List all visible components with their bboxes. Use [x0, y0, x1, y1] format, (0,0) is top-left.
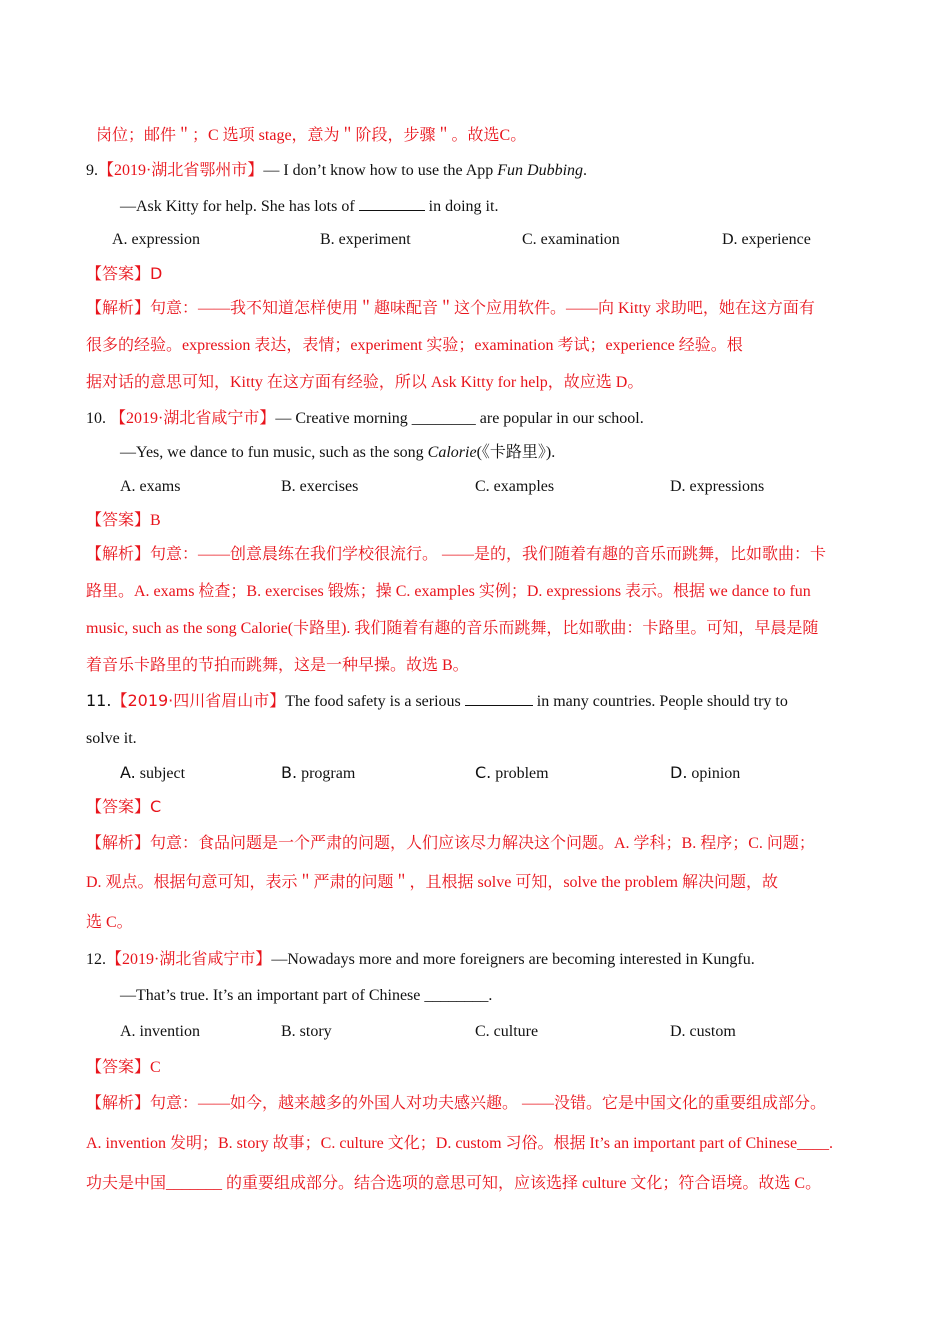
- question-source: 【2019·湖北省咸宁市】: [106, 951, 272, 968]
- option-a: A. subject: [120, 763, 186, 782]
- option-a: A. expression: [112, 231, 200, 248]
- explanation-line: 路里。A. exams 检查；B. exercises 锻炼；操 C. examples 实例；D. expressions 表示。根据 we dance to fun: [86, 583, 811, 600]
- option-d: D. experience: [722, 231, 811, 248]
- option-b: B. story: [281, 1023, 332, 1040]
- option-a: A. exams: [120, 478, 181, 495]
- question-11-stem: 11.【2019·四川省眉山市】The food safety is a serious in many countries. People should try to: [86, 691, 788, 710]
- explanation-line: 【解析】句意：——创意晨练在我们学校很流行。 ——是的，我们随着有趣的音乐而跳舞，比如歌曲：卡: [86, 546, 827, 563]
- explanation-line: 着音乐卡路里的节拍而跳舞，这是一种早操。故选 B。: [86, 657, 469, 674]
- answer-label: 【答案】D: [86, 264, 163, 283]
- question-number: 10.: [86, 410, 106, 427]
- answer-blank: [465, 691, 533, 706]
- explanation-line: A. invention 发明；B. story 故事；C. culture 文化；D. custom 习俗。根据 It’s an important part of Chinese____.: [86, 1135, 834, 1152]
- option-c: C. examples: [475, 478, 555, 495]
- option-d: D. custom: [670, 1023, 736, 1040]
- answer-label: 【答案】B: [86, 512, 161, 529]
- option-b: B. experiment: [320, 231, 411, 248]
- question-12-line2: —That’s true. It’s an important part of Chinese ________.: [120, 987, 493, 1004]
- option-d: D. opinion: [670, 763, 741, 782]
- option-c: C. culture: [475, 1023, 539, 1040]
- explanation-line: D. 观点。根据句意可知，表示＂严肃的问题＂，且根据 solve 可知，solve the problem 解决问题，故: [86, 874, 778, 891]
- question-source: 【2019·湖北省鄂州市】: [98, 162, 264, 179]
- option-a: A. invention: [120, 1023, 200, 1040]
- explanation-line: 选 C。: [86, 914, 133, 931]
- option-d: D. expressions: [670, 478, 765, 495]
- explanation-line: 【解析】句意：——我不知道怎样使用＂趣味配音＂这个应用软件。——向 Kitty 求助吧，她在这方面有: [86, 300, 815, 317]
- question-number: 12.: [86, 951, 106, 968]
- explanation-line: 很多的经验。expression 表达，表情；experiment 实验；examination 考试；experience 经验。根: [86, 337, 743, 354]
- explanation-continuation: 岗位；邮件＂；C 选项 stage，意为＂阶段，步骤＂。故选C。: [96, 127, 527, 144]
- question-number: 11.: [86, 691, 112, 710]
- explanation-line: 【解析】句意：食品问题是一个严肃的问题，人们应该尽力解决这个问题。A. 学科；B. 程序；C. 问题；: [86, 835, 815, 852]
- answer-blank: [359, 196, 425, 211]
- explanation-line: 【解析】句意：——如今，越来越多的外国人对功夫感兴趣。 ——没错。它是中国文化的重要组成部分。: [86, 1095, 827, 1112]
- option-c: C. problem: [475, 763, 549, 782]
- explanation-line: music, such as the song Calorie(卡路里). 我们随着有趣的音乐而跳舞，比如歌曲：卡路里。可知，早晨是随: [86, 620, 819, 637]
- question-10-line2: —Yes, we dance to fun music, such as the song Calorie(《卡路里》).: [120, 444, 556, 461]
- question-9-stem: 9.【2019·湖北省鄂州市】— I don’t know how to use the App Fun Dubbing.: [86, 162, 588, 179]
- answer-label: 【答案】C: [86, 1059, 161, 1076]
- question-source: 【2019·四川省眉山市】: [111, 691, 286, 710]
- explanation-line: 据对话的意思可知，Kitty 在这方面有经验，所以 Ask Kitty for help，故应选 D。: [86, 374, 644, 391]
- answer-label: 【答案】C: [86, 797, 162, 816]
- option-b: B. exercises: [281, 478, 359, 495]
- question-source: 【2019·湖北省咸宁市】: [110, 410, 276, 427]
- question-10-stem: 10. 【2019·湖北省咸宁市】— Creative morning ________ are popular in our school.: [86, 410, 644, 427]
- question-9-line2: —Ask Kitty for help. She has lots of in doing it.: [120, 198, 499, 215]
- option-b: B. program: [281, 763, 356, 782]
- question-12-stem: 12.【2019·湖北省咸宁市】—Nowadays more and more foreigners are becoming interested in Kungfu.: [86, 951, 755, 968]
- question-11-line2: solve it.: [86, 730, 137, 747]
- question-number: 9.: [86, 162, 98, 179]
- option-c: C. examination: [522, 231, 620, 248]
- explanation-line: 功夫是中国_______ 的重要组成部分。结合选项的意思可知，应该选择 culture 文化；符合语境。故选 C。: [86, 1175, 822, 1192]
